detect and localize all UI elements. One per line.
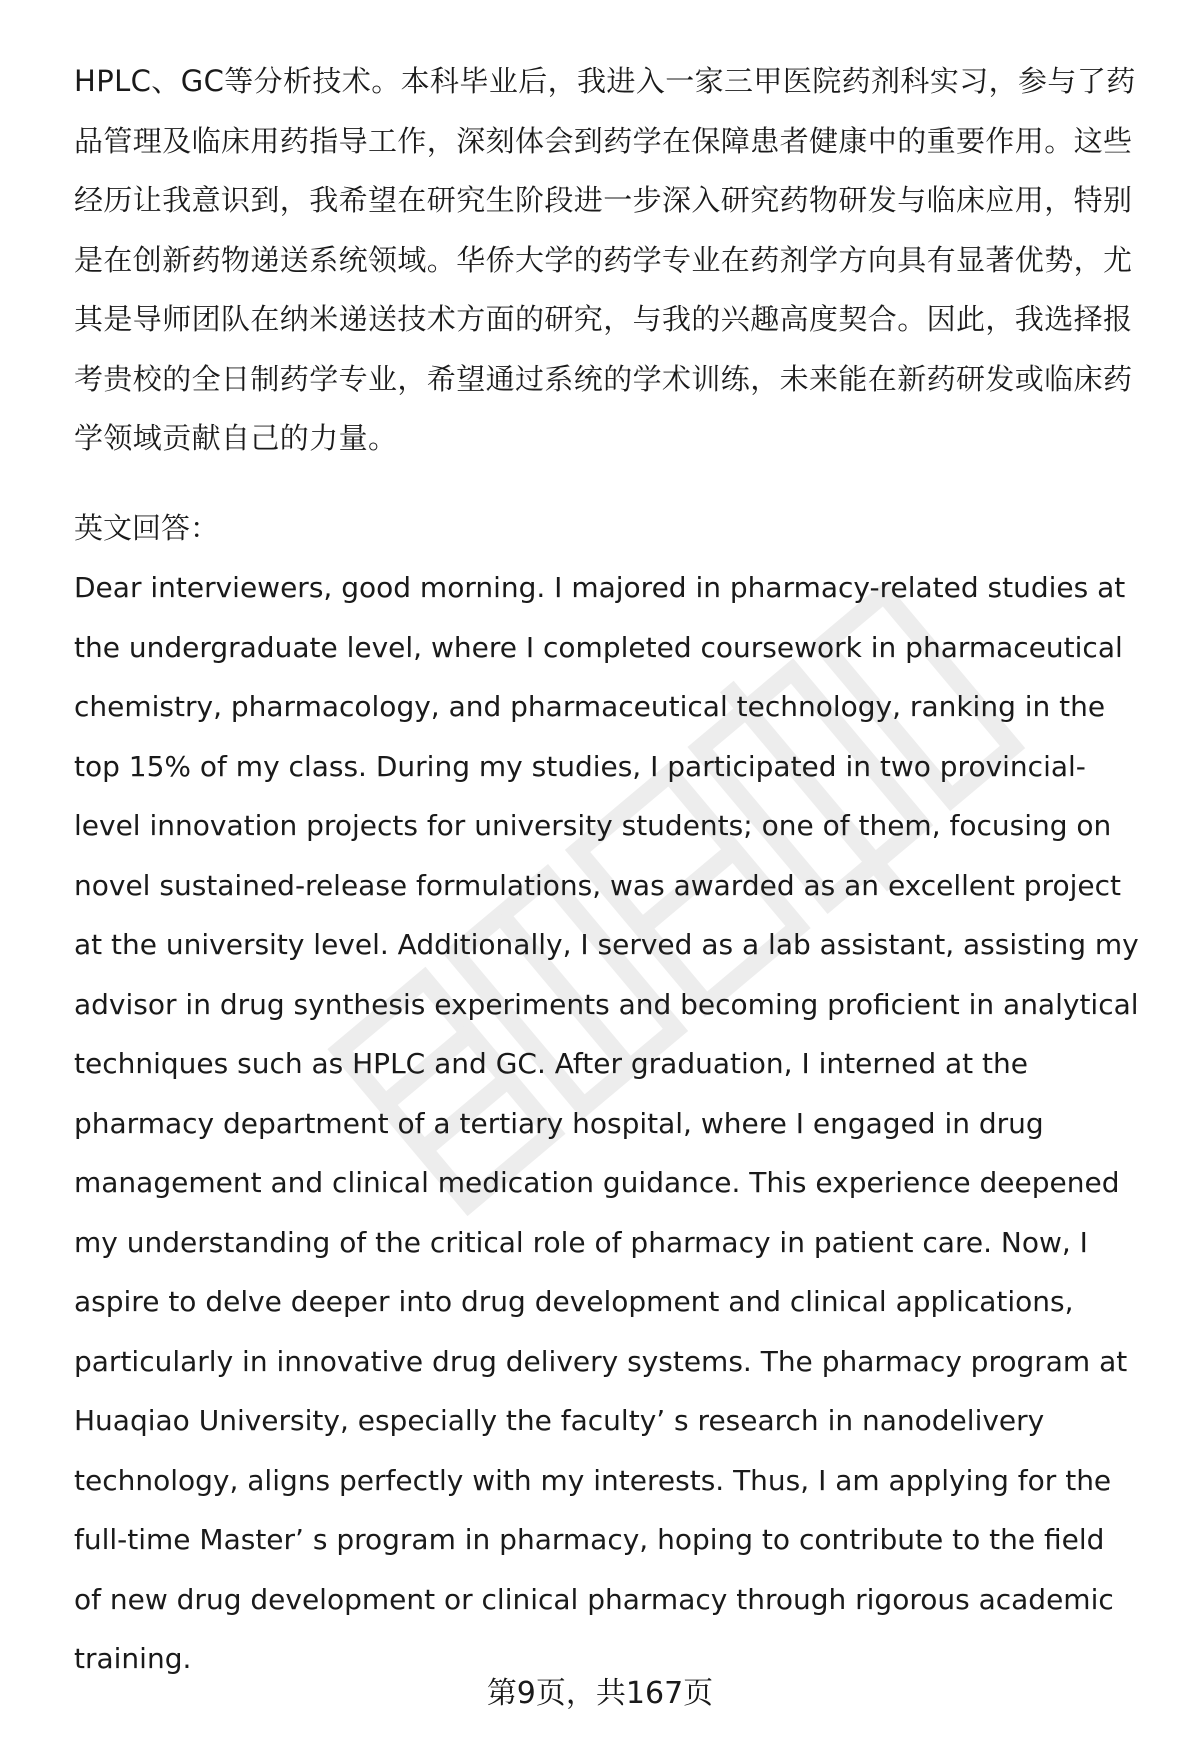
- english-line: training.: [74, 1642, 192, 1675]
- english-line: aspire to delve deeper into drug development and clinical applications,: [74, 1285, 1074, 1318]
- english-line: techniques such as HPLC and GC. After graduation, I interned at the: [74, 1047, 1028, 1080]
- chinese-line: 品管理及临床用药指导工作，深刻体会到药学在保障患者健康中的重要作用。这些: [74, 123, 1133, 158]
- chinese-line: 其是导师团队在纳米递送技术方面的研究，与我的兴趣高度契合。因此，我选择报: [74, 302, 1133, 336]
- english-line: pharmacy department of a tertiary hospital, where I engaged in drug: [74, 1106, 1044, 1140]
- chinese-line: HPLC、GC等分析技术。本科毕业后，我进入一家三甲医院药剂科实习，参与了药: [74, 64, 1136, 98]
- page-number: 第9页，共167页: [486, 1676, 714, 1711]
- english-line: management and clinical medication guidance. This experience deepened: [74, 1166, 1120, 1199]
- english-line: chemistry, pharmacology, and pharmaceutical technology, ranking in the: [74, 690, 1106, 723]
- english-line: Dear interviewers, good morning. I majored in pharmacy-related studies at: [74, 571, 1126, 604]
- english-line: Huaqiao University, especially the faculty’ s research in nanodelivery: [74, 1404, 1045, 1437]
- chinese-line: 学领域贡献自己的力量。: [74, 421, 398, 455]
- english-line: top 15% of my class. During my studies, I participated in two provincial-: [74, 749, 1086, 783]
- english-line: advisor in drug synthesis experiments and becoming proficient in analytical: [74, 987, 1139, 1021]
- english-line: novel sustained-release formulations, was awarded as an excellent project: [74, 868, 1121, 902]
- english-line: the undergraduate level, where I completed coursework in pharmaceutical: [74, 630, 1123, 664]
- english-line: of new drug development or clinical pharmacy through rigorous academic: [74, 1582, 1114, 1616]
- chinese-paragraph: [74, 52, 1154, 469]
- english-answer-label: 英文回答：: [74, 510, 220, 545]
- english-line: particularly in innovative drug delivery systems. The pharmacy program at: [74, 1344, 1128, 1378]
- chinese-line: 是在创新药物递送系统领域。华侨大学的药学专业在药剂学方向具有显著优势，尤: [74, 242, 1133, 277]
- chinese-line: 经历让我意识到，我希望在研究生阶段进一步深入研究药物研发与临床应用，特别: [74, 183, 1133, 217]
- english-line: my understanding of the critical role of pharmacy in patient care. Now, I: [74, 1225, 1088, 1259]
- english-line: at the university level. Additionally, I served as a lab assistant, assisting my: [74, 928, 1139, 961]
- english-line: full-time Master’ s program in pharmacy, hoping to contribute to the field: [74, 1523, 1105, 1556]
- chinese-line: 考贵校的全日制药学专业，希望通过系统的学术训练，未来能在新药研发或临床药: [74, 361, 1133, 396]
- main-content: [74, 52, 1154, 1689]
- english-line: technology, aligns perfectly with my interests. Thus, I am applying for the: [74, 1463, 1112, 1497]
- english-paragraph: [74, 558, 1154, 1689]
- english-line: level innovation projects for university students; one of them, focusing on: [74, 809, 1112, 842]
